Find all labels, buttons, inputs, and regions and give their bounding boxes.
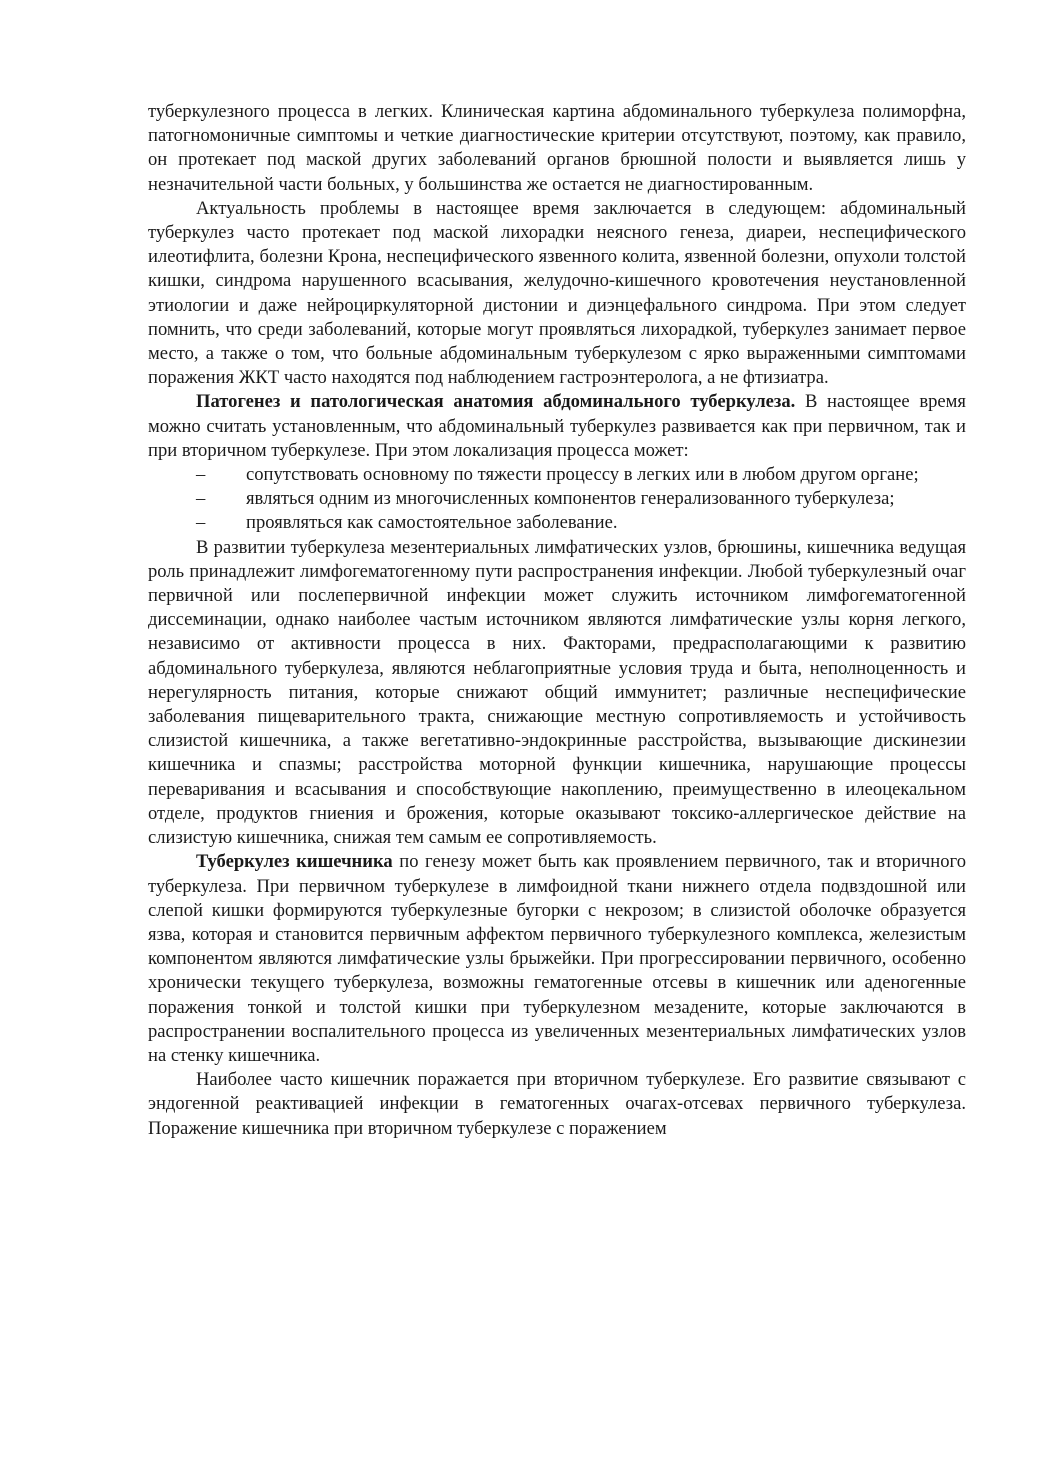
section-heading-pathogenesis: Патогенез и патологическая анатомия абдоминального туберкулеза.	[196, 391, 796, 413]
document-page	[148, 100, 966, 1141]
section-heading-intestinal-tb: Туберкулез кишечника	[196, 851, 393, 873]
list-dash: –	[196, 464, 206, 486]
paragraph-pathogenesis	[148, 390, 966, 463]
localization-list	[148, 463, 966, 536]
paragraph-secondary-tb: Наиболее часто кишечник поражается при вторичном туберкулезе. Его развитие связывают с эндогенной реактивацией инфекции в гематогенных очагах-отсевах первичного туберкулеза. Поражение кишечника при вторичном туберкулезе с поражением	[148, 1069, 966, 1139]
list-item	[148, 511, 966, 535]
list-dash: –	[196, 512, 206, 534]
list-dash: –	[196, 488, 206, 510]
paragraph-intestinal-tb	[148, 850, 966, 1068]
list-item-text: являться одним из многочисленных компонентов генерализованного туберкулеза;	[246, 488, 895, 510]
list-item	[148, 487, 966, 511]
paragraph-pathogenesis-text: В настоящее время можно считать установленным, что абдоминальный туберкулез развивается как при первичном, так и при вторичном туберкулезе. При этом локализация процесса может:	[148, 391, 966, 461]
paragraph-lymphogenous-spread: В развитии туберкулеза мезентериальных лимфатических узлов, брюшины, кишечника ведущая роль принадлежит лимфогематогенному пути распространения инфекции. Любой туберкулезный очаг первичной или послепервичной инфекции может служить источником лимфогематогенной диссеминации, однако наиболее частым источником являются лимфатические узлы корня легкого, независимо от активности процесса в них. Факторами, предрасполагающими к развитию абдоминального туберкулеза, являются неблагоприятные условия труда и быта, неполноценность и нерегулярность питания, которые снижают общий иммунитет; различные неспецифические заболевания пищеварительного тракта, снижающие местную сопротивляемость и устойчивость слизистой кишечника, а также вегетативно-эндокринные расстройства, вызывающие дискинезии кишечника и спазмы; расстройства моторной функции кишечника, нарушающие процессы переваривания и всасывания и способствующие накоплению, преимущественно в илеоцекальном отделе, продуктов гниения и брожения, которые оказывают токсико-аллергическое действие на слизистую кишечника, снижая тем самым ее сопротивляемость.	[148, 536, 966, 849]
list-item	[148, 463, 966, 487]
paragraph-intestinal-tb-text: по генезу может быть как проявлением первичного, так и вторичного туберкулеза. При первичном туберкулезе в лимфоидной ткани нижнего отдела подвздошной или слепой кишки формируются туберкулезные бугорки с некрозом; в слизистой оболочке образуется язва, которая и становится первичным аффектом первичного туберкулезного комплекса, железистым компонентом являются лимфатические узлы брыжейки. При прогрессировании первичного, особенно хронически текущего туберкулеза, возможны гематогенные отсевы в кишечник или аденогенные поражения тонкой и толстой кишки при туберкулезном мезадените, которые заключаются в распространении воспалительного процесса из увеличенных мезентериальных лимфатических узлов на стенку кишечника.	[148, 851, 966, 1066]
list-item-text: сопутствовать основному по тяжести процессу в легких или в любом другом органе;	[246, 464, 919, 486]
paragraph-relevance: Актуальность проблемы в настоящее время заключается в следующем: абдоминальный туберкулез часто протекает под маской лихорадки неясного генеза, диареи, неспецифического илеотифлита, болезни Крона, неспецифического язвенного колита, язвенной болезни, опухоли толстой кишки, синдрома нарушенного всасывания, желудочно-кишечного кровотечения неустановленной этиологии и даже нейроциркуляторной дистонии и диэнцефального синдрома. При этом следует помнить, что среди заболеваний, которые могут проявляться лихорадкой, туберкулез занимает первое место, а также о том, что больные абдоминальным туберкулезом с ярко выраженными симптомами поражения ЖКТ часто находятся под наблюдением гастроэнтеролога, а не фтизиатра.	[148, 197, 966, 389]
list-item-text: проявляться как самостоятельное заболевание.	[246, 512, 618, 534]
paragraph-intro-continuation: туберкулезного процесса в легких. Клиническая картина абдоминального туберкулеза полиморфна, патогномоничные симптомы и четкие диагностические критерии отсутствуют, поэтому, как правило, он протекает под маской других заболеваний органов брюшной полости и выявляется лишь у незначительной части больных, у большинства же остается не диагностированным.	[148, 101, 966, 195]
